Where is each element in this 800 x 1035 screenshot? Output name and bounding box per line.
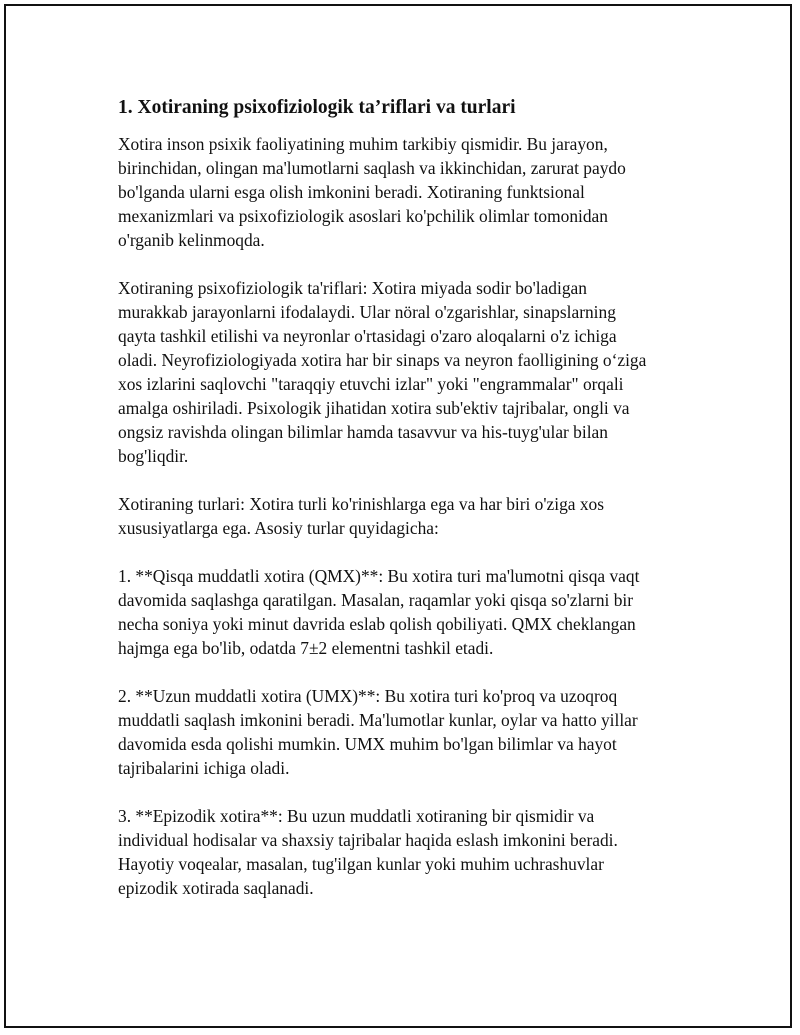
text-line: muddatli saqlash imkonini beradi. Ma'lumotlar kunlar, oylar va hatto yillar bbox=[118, 710, 638, 730]
text-line: Xotiraning turlari: Xotira turli ko'rinishlarga ega va har biri o'ziga xos bbox=[118, 494, 604, 514]
text-line: individual hodisalar va shaxsiy tajribalar haqida eslash imkonini beradi. bbox=[118, 830, 618, 850]
text-line: epizodik xotirada saqlanadi. bbox=[118, 878, 314, 898]
text-line: 1. **Qisqa muddatli xotira (QMX)**: Bu xotira turi ma'lumotni qisqa vaqt bbox=[118, 566, 640, 586]
document-body bbox=[118, 96, 688, 924]
text-line: Hayotiy voqealar, masalan, tug'ilgan kunlar yoki muhim uchrashuvlar bbox=[118, 854, 604, 874]
text-line: xos izlarini saqlovchi "taraqqiy etuvchi izlar" yoki "engrammalar" orqali bbox=[118, 374, 624, 394]
text-line: amalga oshiriladi. Psixologik jihatidan xotira sub'ektiv tajribalar, ongli va bbox=[118, 398, 630, 418]
text-line: oladi. Neyrofiziologiyada xotira har bir sinaps va neyron faolligining o‘ziga bbox=[118, 350, 647, 370]
paragraph-intro bbox=[118, 132, 688, 252]
text-line: hajmga ega bo'lib, odatda 7±2 elementni tashkil etadi. bbox=[118, 638, 494, 658]
paragraph-short-term-memory bbox=[118, 564, 688, 660]
text-line: qayta tashkil etilishi va neyronlar o'rtasidagi o'zaro aloqalarni o'z ichiga bbox=[118, 326, 617, 346]
text-line: xususiyatlarga ega. Asosiy turlar quyidagicha: bbox=[118, 518, 439, 538]
text-line: necha soniya yoki minut davrida eslab qolish qobiliyati. QMX cheklangan bbox=[118, 614, 636, 634]
text-line: bo'lganda ularni esga olish imkonini beradi. Xotiraning funktsional bbox=[118, 182, 585, 202]
paragraph-episodic-memory bbox=[118, 804, 688, 900]
text-line: davomida saqlashga qaratilgan. Masalan, raqamlar yoki qisqa so'zlarni bir bbox=[118, 590, 634, 610]
text-line: ongsiz ravishda olingan bilimlar hamda tasavvur va his-tuyg'ular bilan bbox=[118, 422, 608, 442]
text-line: davomida esda qolishi mumkin. UMX muhim bo'lgan bilimlar va hayot bbox=[118, 734, 617, 754]
text-line: murakkab jarayonlarni ifodalaydi. Ular nöral o'zgarishlar, sinapslarning bbox=[118, 302, 616, 322]
paragraph-long-term-memory bbox=[118, 684, 688, 780]
text-line: mexanizmlari va psixofiziologik asoslari ko'pchilik olimlar tomonidan bbox=[118, 206, 608, 226]
paragraph-definitions bbox=[118, 276, 688, 468]
text-line: Xotiraning psixofiziologik ta'riflari: Xotira miyada sodir bo'ladigan bbox=[118, 278, 587, 298]
text-line: Xotira inson psixik faoliyatining muhim tarkibiy qismidir. Bu jarayon, bbox=[118, 134, 608, 154]
paragraph-types-intro bbox=[118, 492, 688, 540]
text-line: 2. **Uzun muddatli xotira (UMX)**: Bu xotira turi ko'proq va uzoqroq bbox=[118, 686, 618, 706]
document-title: 1. Xotiraning psixofiziologik ta’riflari va turlari bbox=[118, 97, 516, 118]
text-line: tajribalarini ichiga oladi. bbox=[118, 758, 290, 778]
text-line: 3. **Epizodik xotira**: Bu uzun muddatli xotiraning bir qismidir va bbox=[118, 806, 595, 826]
text-line: bog'liqdir. bbox=[118, 446, 189, 466]
text-line: o'rganib kelinmoqda. bbox=[118, 230, 265, 250]
text-line: birinchidan, olingan ma'lumotlarni saqlash va ikkinchidan, zarurat paydo bbox=[118, 158, 626, 178]
